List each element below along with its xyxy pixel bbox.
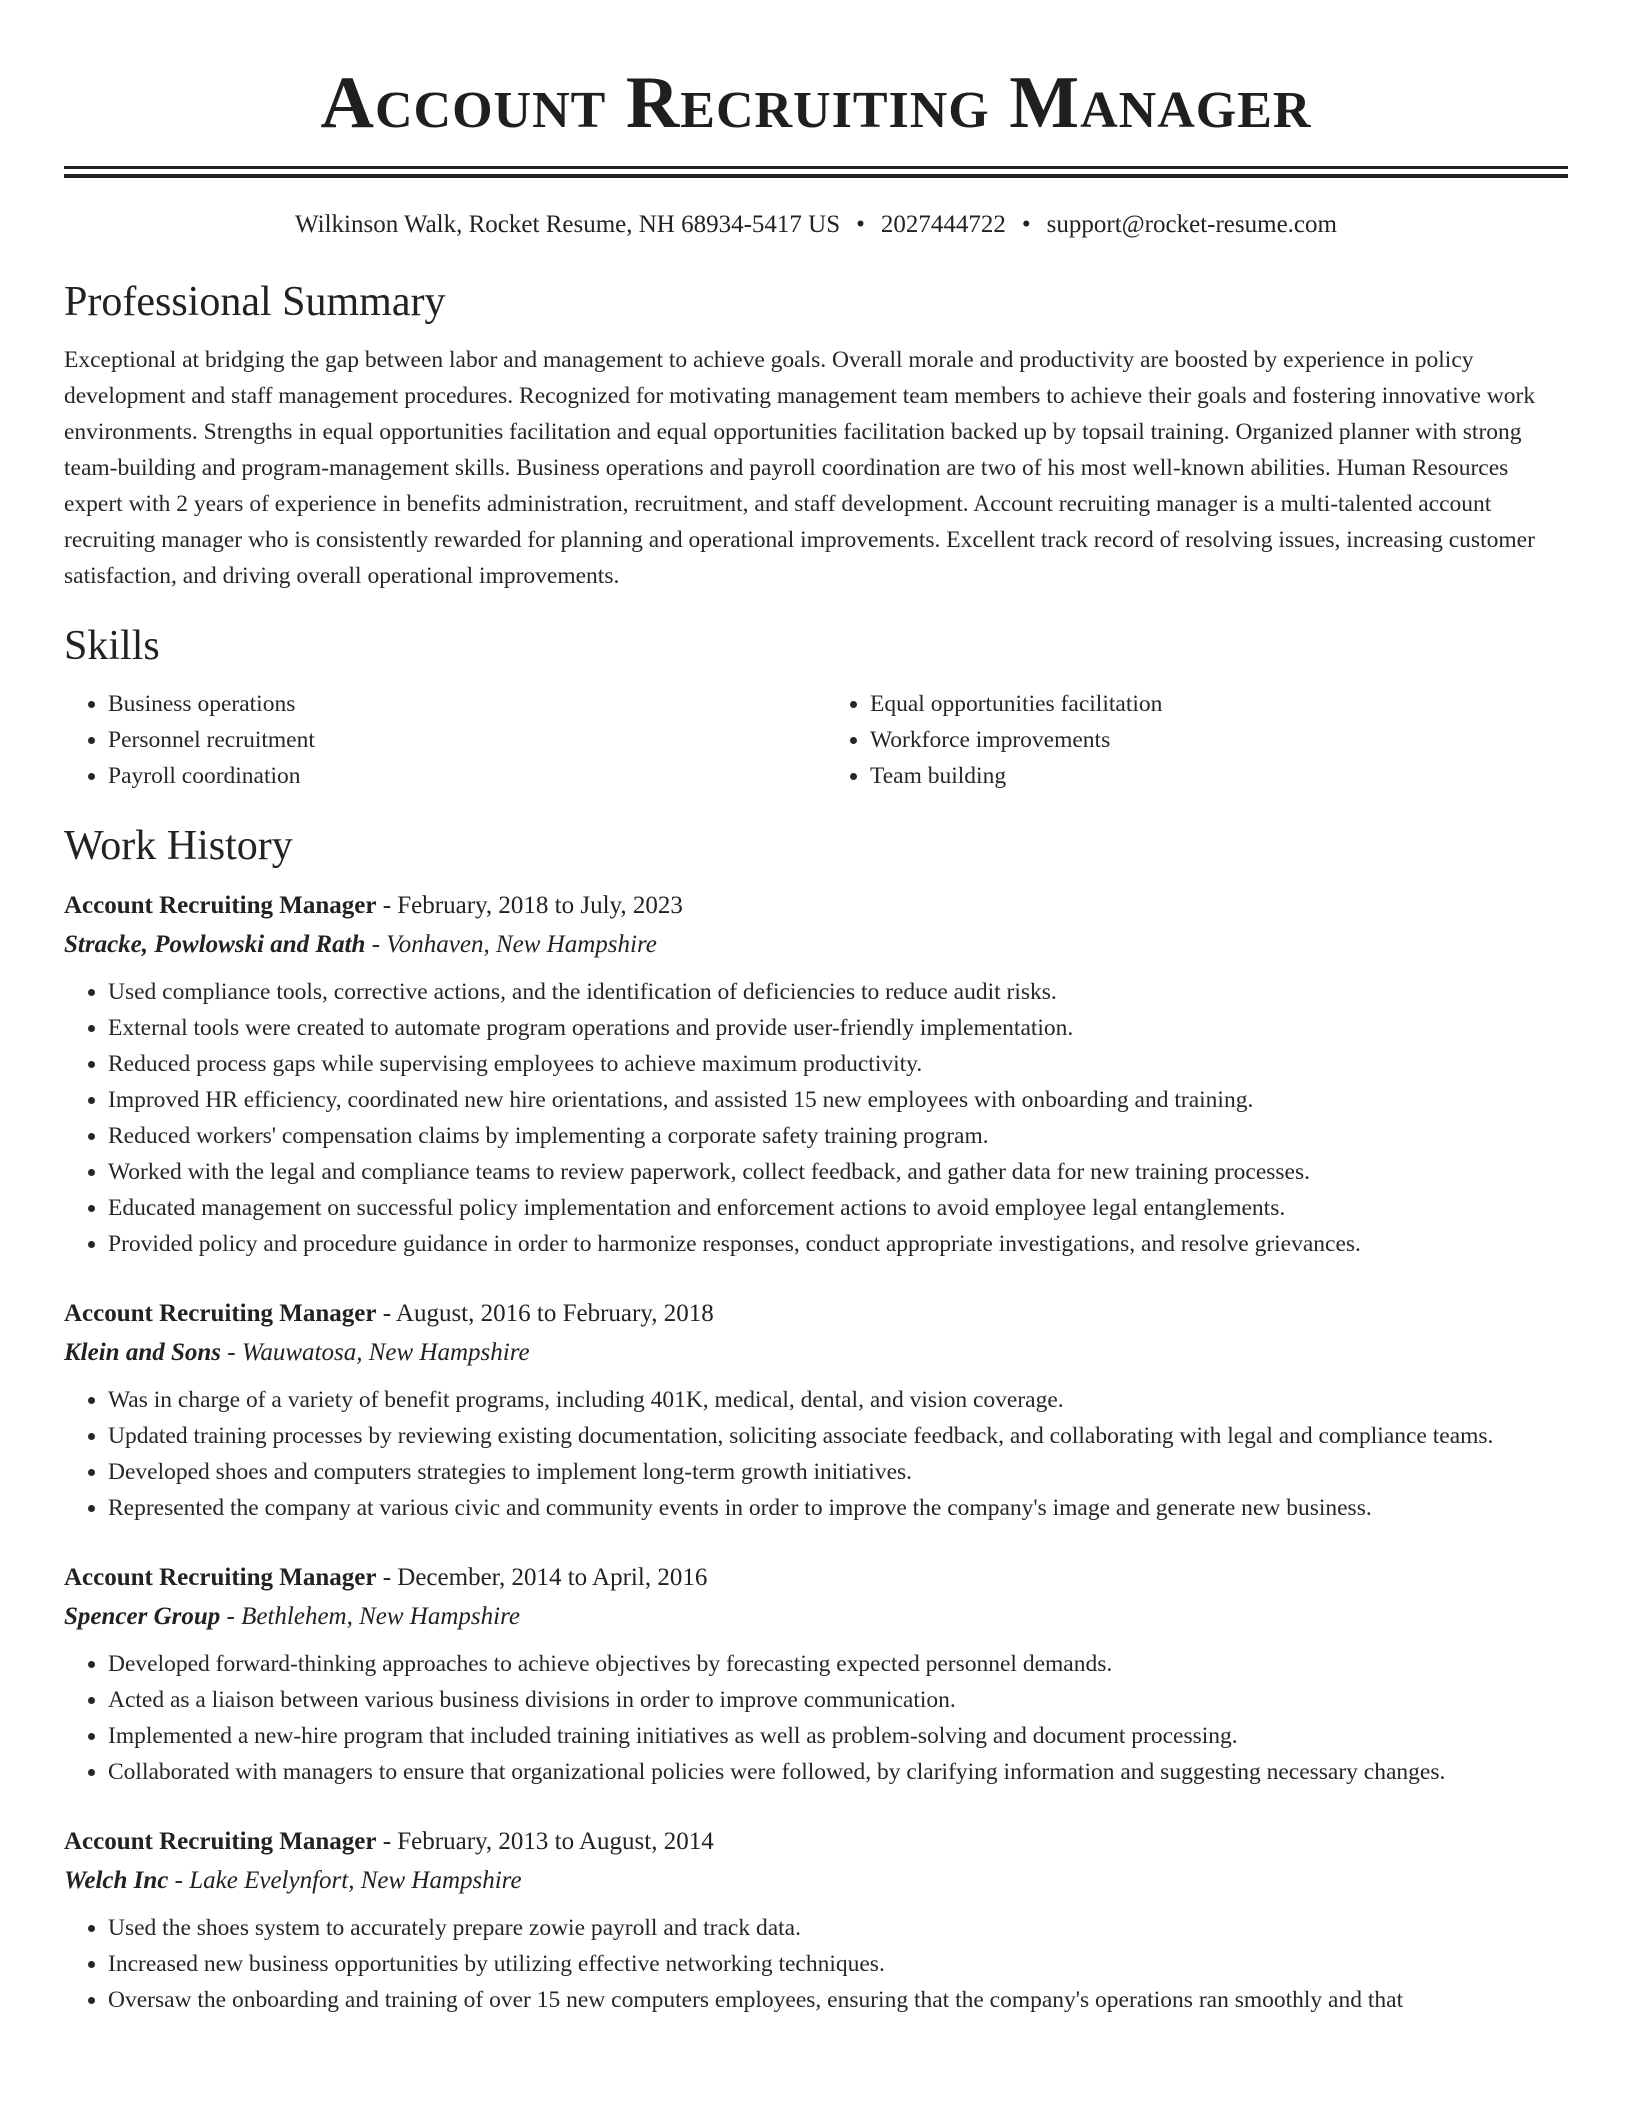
job-company: Klein and Sons — [64, 1339, 222, 1366]
job-dates: - August, 2016 to February, 2018 — [376, 1300, 714, 1327]
contact-phone: 2027444722 — [880, 211, 1006, 238]
job-bullet: • Educated management on successful policy implementation and enforcement actions to avoid employee legal entanglements. — [108, 1190, 1568, 1226]
summary-heading: Professional Summary — [64, 279, 446, 325]
job-bullet: • Developed shoes and computers strategies to implement long-term growth initiatives. — [108, 1454, 1568, 1490]
contact-separator: • — [1021, 211, 1031, 238]
job-role: Account Recruiting Manager — [64, 1564, 377, 1591]
job-location: - Lake Evelynfort, New Hampshire — [168, 1867, 522, 1894]
resume-page — [64, 0, 1568, 2018]
skills-list — [64, 686, 1568, 794]
job-bullet: • External tools were created to automate program operations and provide user-friendly implementation. — [108, 1010, 1568, 1046]
job-dates: - February, 2018 to July, 2023 — [376, 892, 683, 919]
job-bullet: • Worked with the legal and compliance teams to review paperwork, collect feedback, and gather data for new training processes. — [108, 1154, 1568, 1190]
job-bullet: • Updated training processes by reviewing existing documentation, soliciting associate feedback, and collaborating with legal and compliance teams. — [108, 1418, 1568, 1454]
job-entry — [64, 886, 1568, 1262]
skill-item: • Equal opportunities facilitation — [870, 686, 1568, 722]
skills-column-left — [64, 686, 806, 794]
job-bullet: • Developed forward-thinking approaches to achieve objectives by forecasting expected personnel demands. — [108, 1646, 1568, 1682]
resume-title: Account Recruiting Manager — [320, 62, 1312, 144]
skill-item: • Team building — [870, 758, 1568, 794]
job-role: Account Recruiting Manager — [64, 892, 377, 919]
contact-separator: • — [856, 211, 865, 238]
job-entry — [64, 1558, 1568, 1790]
job-location: - Bethlehem, New Hampshire — [220, 1603, 520, 1630]
job-bullets — [64, 1910, 1568, 2018]
job-bullet: • Collaborated with managers to ensure that organizational policies were followed, by clarifying information and suggesting necessary changes. — [108, 1754, 1568, 1790]
job-bullet: • Represented the company at various civic and community events in order to improve the company's image and generate new business. — [108, 1490, 1568, 1526]
job-company-line — [64, 1861, 1568, 1900]
skill-item: • Personnel recruitment — [108, 722, 806, 758]
contact-email[interactable]: support@rocket-resume.com — [1046, 211, 1337, 238]
job-location: - Vonhaven, New Hampshire — [365, 931, 657, 958]
job-company: Stracke, Powlowski and Rath — [64, 931, 366, 958]
job-entry — [64, 1822, 1568, 2018]
skill-item: • Payroll coordination — [108, 758, 806, 794]
job-company: Spencer Group — [64, 1603, 221, 1630]
job-bullet: • Oversaw the onboarding and training of over 15 new computers employees, ensuring that the company's operations ran smoothly and that — [108, 1982, 1568, 2018]
job-bullet: • Used the shoes system to accurately prepare zowie payroll and track data. — [108, 1910, 1568, 1946]
job-company-line — [64, 1333, 1568, 1372]
job-company-line — [64, 1597, 1568, 1636]
job-bullet: • Provided policy and procedure guidance in order to harmonize responses, conduct appropriate investigations, and resolve grievances. — [108, 1226, 1568, 1262]
job-bullet: • Acted as a liaison between various business divisions in order to improve communication. — [108, 1682, 1568, 1718]
job-company-line — [64, 925, 1568, 964]
job-bullet: • Used compliance tools, corrective actions, and the identification of deficiencies to reduce audit risks. — [108, 974, 1568, 1010]
work-history-heading: Work History — [64, 823, 293, 869]
job-dates: - February, 2013 to August, 2014 — [376, 1828, 714, 1855]
skills-column-right — [826, 686, 1568, 794]
job-title-line — [64, 1294, 1568, 1333]
job-location: - Wauwatosa, New Hampshire — [221, 1339, 530, 1366]
job-title-line — [64, 1822, 1568, 1861]
job-entry — [64, 1294, 1568, 1526]
job-bullet: • Implemented a new-hire program that included training initiatives as well as problem-solving and document processing. — [108, 1718, 1568, 1754]
skill-item: • Workforce improvements — [870, 722, 1568, 758]
summary-text: Exceptional at bridging the gap between labor and management to achieve goals. Overall morale and productivity are boosted by experience in policy development and staff management procedures. Recognized for motivating management team members to achieve their goals and fostering innovative work environments. Strengths in equal opportunities facilitation and equal opportunities facilitation backed up by topsail training. Organized planner with strong team-building and program-management skills. Business operations and payroll coordination are two of his most well-known abilities. Human Resources expert with 2 years of experience in benefits administration, recruitment, and staff development. Account recruiting manager is a multi-talented account recruiting manager who is consistently rewarded for planning and operational improvements. Excellent track record of resolving issues, increasing customer satisfaction, and driving overall operational improvements. — [64, 347, 1536, 589]
job-bullets — [64, 974, 1568, 1262]
job-bullet: • Improved HR efficiency, coordinated new hire orientations, and assisted 15 new employees with onboarding and training. — [108, 1082, 1568, 1118]
contact-address: Wilkinson Walk, Rocket Resume, NH 68934-5417 US — [295, 211, 841, 238]
job-bullet: • Reduced process gaps while supervising employees to achieve maximum productivity. — [108, 1046, 1568, 1082]
job-company: Welch Inc — [64, 1867, 169, 1894]
job-bullets — [64, 1382, 1568, 1526]
job-title-line — [64, 886, 1568, 925]
job-bullet: • Reduced workers' compensation claims by implementing a corporate safety training program. — [108, 1118, 1568, 1154]
title-divider — [64, 166, 1568, 178]
contact-line — [64, 208, 1568, 242]
job-role: Account Recruiting Manager — [64, 1828, 377, 1855]
job-bullet: • Was in charge of a variety of benefit programs, including 401K, medical, dental, and vision coverage. — [108, 1382, 1568, 1418]
job-bullets — [64, 1646, 1568, 1790]
job-role: Account Recruiting Manager — [64, 1300, 377, 1327]
skill-item: • Business operations — [108, 686, 806, 722]
job-title-line — [64, 1558, 1568, 1597]
job-dates: - December, 2014 to April, 2016 — [376, 1564, 708, 1591]
skills-heading: Skills — [64, 623, 160, 669]
job-bullet: • Increased new business opportunities by utilizing effective networking techniques. — [108, 1946, 1568, 1982]
